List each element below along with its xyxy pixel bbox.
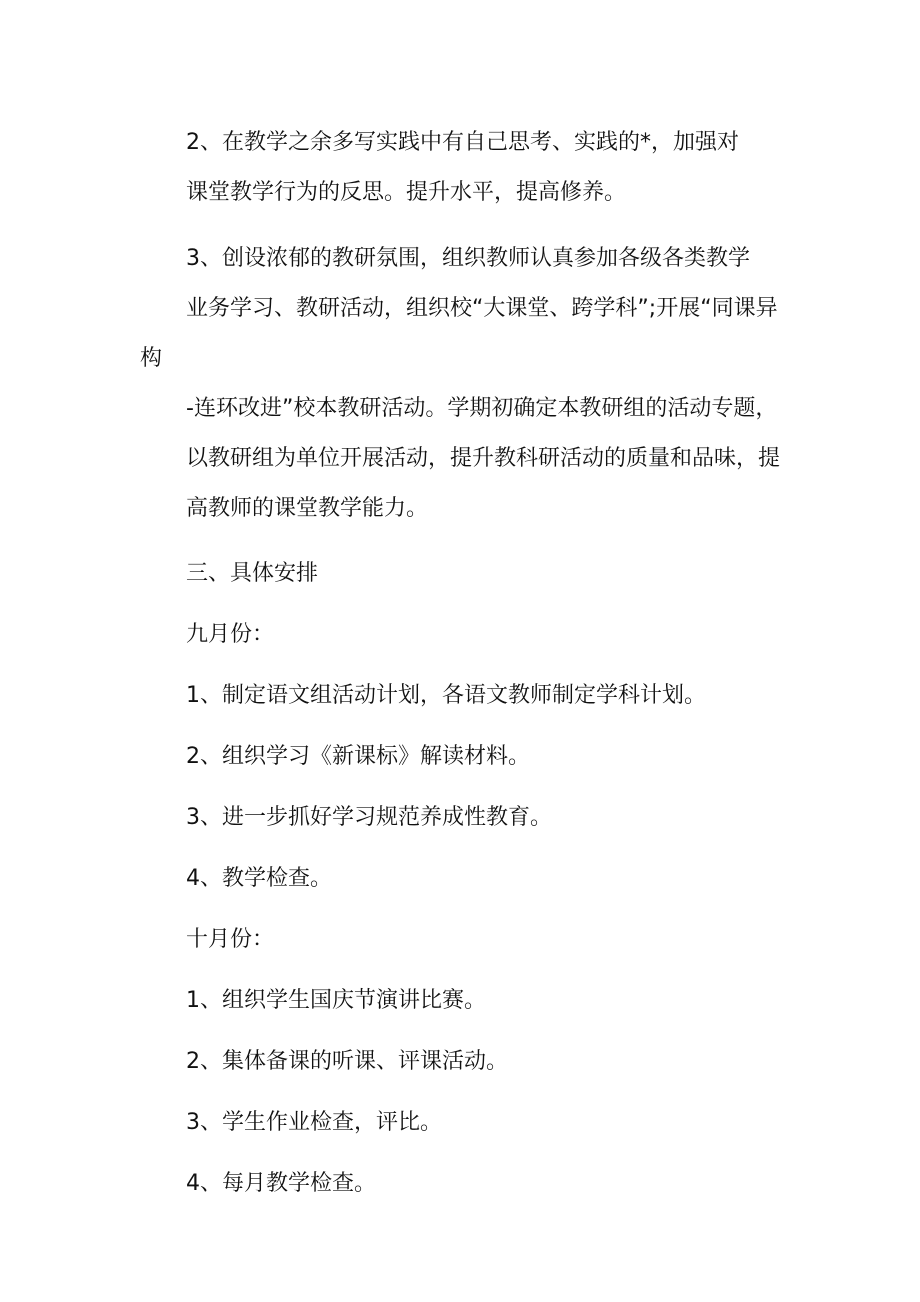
list-item: 4、每月教学检查。 bbox=[186, 1171, 376, 1196]
list-item: 3、学生作业检查，评比。 bbox=[186, 1110, 442, 1135]
paragraph-line: 2、在教学之余多写实践中有自己思考、实践的*，加强对 bbox=[186, 130, 739, 155]
list-item: 1、制定语文组活动计划，各语文教师制定学科计划。 bbox=[186, 683, 706, 708]
paragraph-reflection bbox=[140, 118, 780, 218]
paragraph-line: 业务学习、教研活动，组织校“大课堂、跨学科”;开展“同课异构 bbox=[140, 296, 778, 371]
list-item: 3、进一步抓好学习规范养成性教育。 bbox=[186, 805, 552, 830]
list-item: 4、教学检查。 bbox=[186, 866, 332, 891]
list-item: 2、组织学习《新课标》解读材料。 bbox=[186, 744, 530, 769]
paragraph-line: 以教研组为单位开展活动，提升教科研活动的质量和品味，提 bbox=[186, 446, 781, 471]
paragraph-line: 课堂教学行为的反思。提升水平，提高修养。 bbox=[186, 180, 627, 205]
month-heading-october: 十月份： bbox=[186, 927, 275, 952]
list-item: 1、组织学生国庆节演讲比赛。 bbox=[186, 988, 486, 1013]
paragraph-line: -连环改进”校本教研活动。学期初确定本教研组的活动专题， bbox=[186, 396, 778, 421]
paragraph-line: 3、创设浓郁的教研氛围，组织教师认真参加各级各类教学 bbox=[186, 246, 750, 271]
paragraph-teaching-research bbox=[140, 234, 780, 534]
section-heading: 三、具体安排 bbox=[186, 561, 319, 586]
document-body bbox=[140, 118, 780, 1209]
month-heading-september: 九月份： bbox=[186, 622, 275, 647]
list-item: 2、集体备课的听课、评课活动。 bbox=[186, 1049, 508, 1074]
paragraph-line: 高教师的课堂教学能力。 bbox=[186, 496, 429, 521]
